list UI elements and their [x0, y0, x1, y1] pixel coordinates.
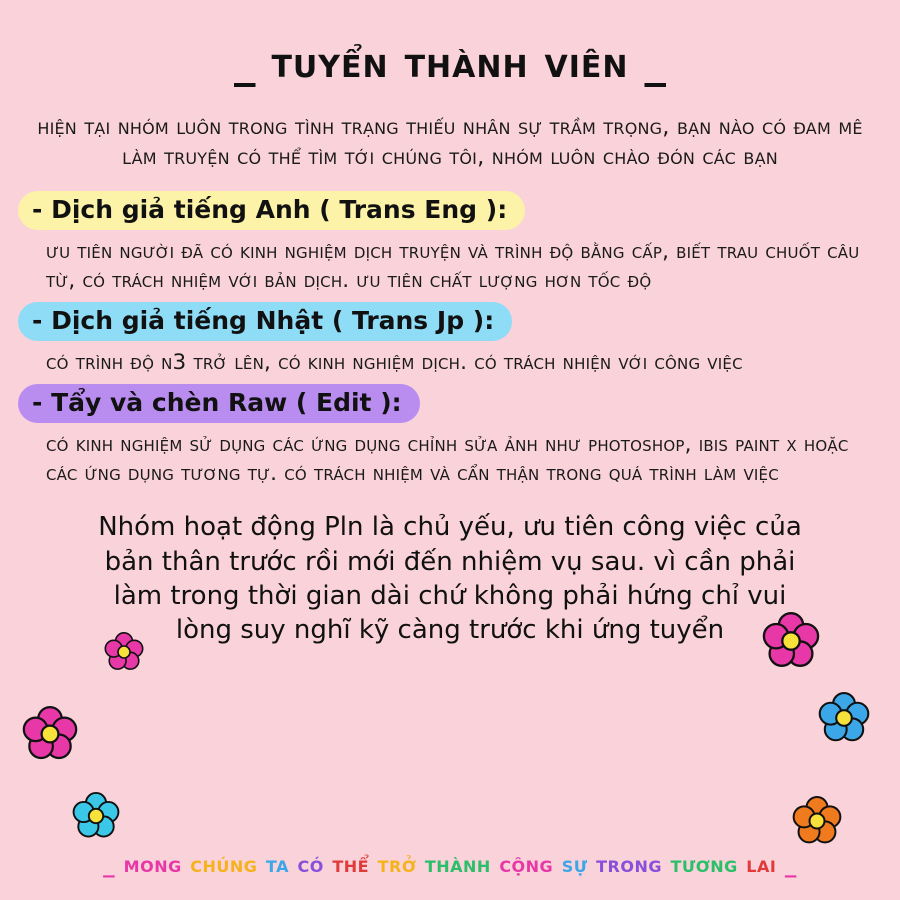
- footer-left-dash: _: [103, 852, 116, 878]
- role-section-trans-jp: [18, 302, 900, 378]
- role-section-edit: [18, 384, 900, 489]
- footer-word-10: tương: [670, 852, 738, 878]
- footer-word-0: mong: [123, 852, 182, 878]
- flower-blue-right-icon: [818, 692, 870, 744]
- role-sections: [0, 191, 900, 488]
- footer-word-4: thể: [332, 852, 370, 878]
- flower-orange-bottom-right-icon: [792, 796, 842, 846]
- footer-word-5: trở: [377, 852, 417, 878]
- role-body-edit: có kinh nghiệm sử dụng các ứng dụng chỉnh sửa ảnh như photoshop, ibis paint x hoặc các ứng dụng tương tự. có trách nhiệm và cẩn thận trong quá trình làm việc: [46, 432, 849, 486]
- intro-paragraph: hiện tại nhóm luôn trong tình trạng thiếu nhân sự trầm trọng, bạn nào có đam mê làm truyện có thể tìm tới chúng tôi, nhóm luôn chào đón các bạn: [37, 114, 863, 170]
- role-body-trans-eng: ưu tiên người đã có kinh nghiệm dịch truyện và trình độ bằng cấp, biết trau chuốt câu từ, có trách nhiệm với bản dịch. ưu tiên chất lượng hơn tốc độ: [46, 239, 860, 293]
- footer-banner: [0, 852, 900, 878]
- title-text: tuyển thành viên: [271, 38, 629, 88]
- page-title: [0, 0, 900, 88]
- flower-magenta-lower-left-icon: [22, 706, 78, 762]
- role-tag-edit: - Tẩy và chèn Raw ( Edit ):: [18, 384, 420, 424]
- role-body-trans-jp: có trình độ n3 trở lên, có kinh nghiệm dịch. có trách nhiện với công việc: [46, 350, 743, 376]
- footer-word-3: có: [297, 852, 324, 878]
- title-right-dash: _: [644, 38, 667, 88]
- footer-words: [124, 852, 777, 878]
- footer-word-1: chúng: [190, 852, 258, 878]
- role-tag-trans-jp: - Dịch giả tiếng Nhật ( Trans Jp ):: [18, 302, 512, 342]
- footer-word-9: trong: [596, 852, 662, 878]
- role-tag-trans-eng: - Dịch giả tiếng Anh ( Trans Eng ):: [18, 191, 525, 231]
- footer-word-7: cộng: [499, 852, 554, 878]
- footer-word-11: lai: [746, 852, 777, 878]
- closing-note: Nhóm hoạt động Pln là chủ yếu, ưu tiên công việc của bản thân trước rồi mới đến nhiệm vụ sau. vì cần phải làm trong thời gian dài chứ không phải hứng chỉ vui lòng suy nghĩ kỹ càng trước khi ứng tuyển: [98, 512, 802, 646]
- footer-word-6: thành: [424, 852, 491, 878]
- footer-right-dash: _: [784, 852, 797, 878]
- footer-word-2: ta: [265, 852, 289, 878]
- footer-word-8: sự: [561, 852, 588, 878]
- title-left-dash: _: [233, 38, 256, 88]
- flower-cyan-bottom-left-icon: [72, 792, 120, 840]
- role-section-trans-eng: [18, 191, 900, 296]
